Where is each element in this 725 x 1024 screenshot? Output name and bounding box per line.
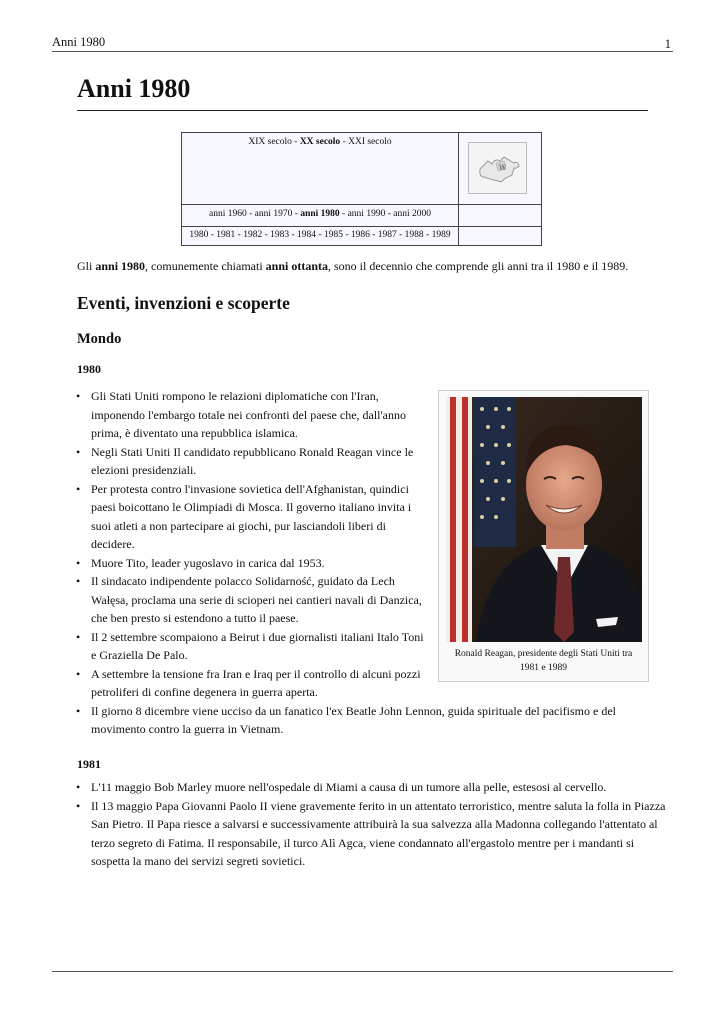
figure-caption: Ronald Reagan, presidente degli Stati Uniti tra 1981 e 1989 [454, 649, 633, 673]
decade-current: anni 1980 [300, 209, 340, 219]
decades-next-links[interactable]: - anni 1990 - anni 2000 [339, 209, 431, 219]
list-item: • Gli Stati Uniti rompono le relazioni diplomatiche con l'Iran, imponendo l'embargo totale nei confronti del paese che, dall'anno prima, è diventato una repubblica islamica. [76, 389, 406, 440]
century-prev-link[interactable]: XIX secolo - [248, 137, 300, 147]
list-item: • Il giorno 8 dicembre viene ucciso da un fanatico l'ex Beatle John Lennon, guida spirituale del pacifismo e del movimento contro la guerra in Vietnam. [76, 703, 616, 736]
events-list-1980 [76, 387, 666, 739]
footer-divider [52, 971, 673, 972]
wikipedia-puzzle-icon [468, 142, 527, 194]
intro-paragraph: Gli anni 1980, comunemente chiamati anni ottanta, sono il decennio che comprende gli anni tra il 1980 e il 1989. [77, 259, 629, 273]
infobox-empty-cell [458, 226, 542, 246]
list-item: • Il 2 settembre scompaiono a Beirut i due giornalisti italiani Italo Toni e Graziella De Palo. [76, 629, 424, 662]
events-list-1981 [76, 778, 666, 871]
list-item: • Il 13 maggio Papa Giovanni Paolo II viene gravemente ferito in un attentato terroristico, mentre saluta la folla in Piazza San Pietro. Il Papa riesce a salvarsi e successivamente attribuirà la sua salvezza alla Madonna collegando l'attentato al terzo segreto di Fatima. Il responsabile, il turco Alì Agca, viene condannato all'ergastolo mentre per i mandanti si sospetta la mano dei servizi segreti sovietici. [76, 798, 666, 868]
decades-nav [182, 204, 458, 226]
running-title: Anni 1980 [52, 35, 106, 49]
navigation-infobox [181, 132, 542, 246]
year-heading-1981: 1981 [77, 757, 101, 771]
century-current: XX secolo [299, 137, 341, 147]
page-title: Anni 1980 [77, 74, 648, 111]
list-item: • L'11 maggio Bob Marley muore nell'ospedale di Miami a causa di un tumore alla pelle, estesosi al cervello. [76, 780, 607, 794]
list-item: • A settembre la tensione fra Iran e Iraq per il controllo di alcuni pozzi petroliferi di confine degenera in guerra aperta. [76, 666, 421, 699]
running-header [52, 34, 673, 52]
page-number: 1 [664, 37, 671, 51]
list-item: • Muore Tito, leader yugoslavo in carica dal 1953. [76, 555, 325, 570]
subsection-heading: Mondo [77, 331, 122, 347]
years-nav[interactable]: 1980 - 1981 - 1982 - 1983 - 1984 - 1985 - 1986 - 1987 - 1988 - 1989 [182, 226, 458, 246]
infobox-empty-cell [458, 204, 542, 226]
logo-cell [458, 133, 542, 204]
svg-text:W: W [498, 164, 506, 172]
year-heading-1980: 1980 [77, 362, 101, 376]
list-item: • Negli Stati Uniti Il candidato repubblicano Ronald Reagan vince le elezioni presidenziali. [76, 444, 414, 477]
decades-prev-links[interactable]: anni 1960 - anni 1970 - [209, 209, 301, 219]
list-item: • Il sindacato indipendente polacco Solidarność, guidato da Lech Wałęsa, proclama una serie di scioperi nei cantieri navali di Danzica, che ben presto si estendono a tutto il paese. [76, 574, 422, 625]
section-heading: Eventi, invenzioni e scoperte [77, 293, 290, 313]
centuries-nav [182, 133, 458, 204]
century-next-link[interactable]: - XXI secolo [340, 137, 392, 147]
list-item: • Per protesta contro l'invasione sovietica dell'Afghanistan, quindici paesi boicottano le Olimpiadi di Mosca. Il governo italiano invita i suoi atleti a non partecipare ai giochi, pur lasciandoli liberi di decidere. [76, 481, 412, 551]
